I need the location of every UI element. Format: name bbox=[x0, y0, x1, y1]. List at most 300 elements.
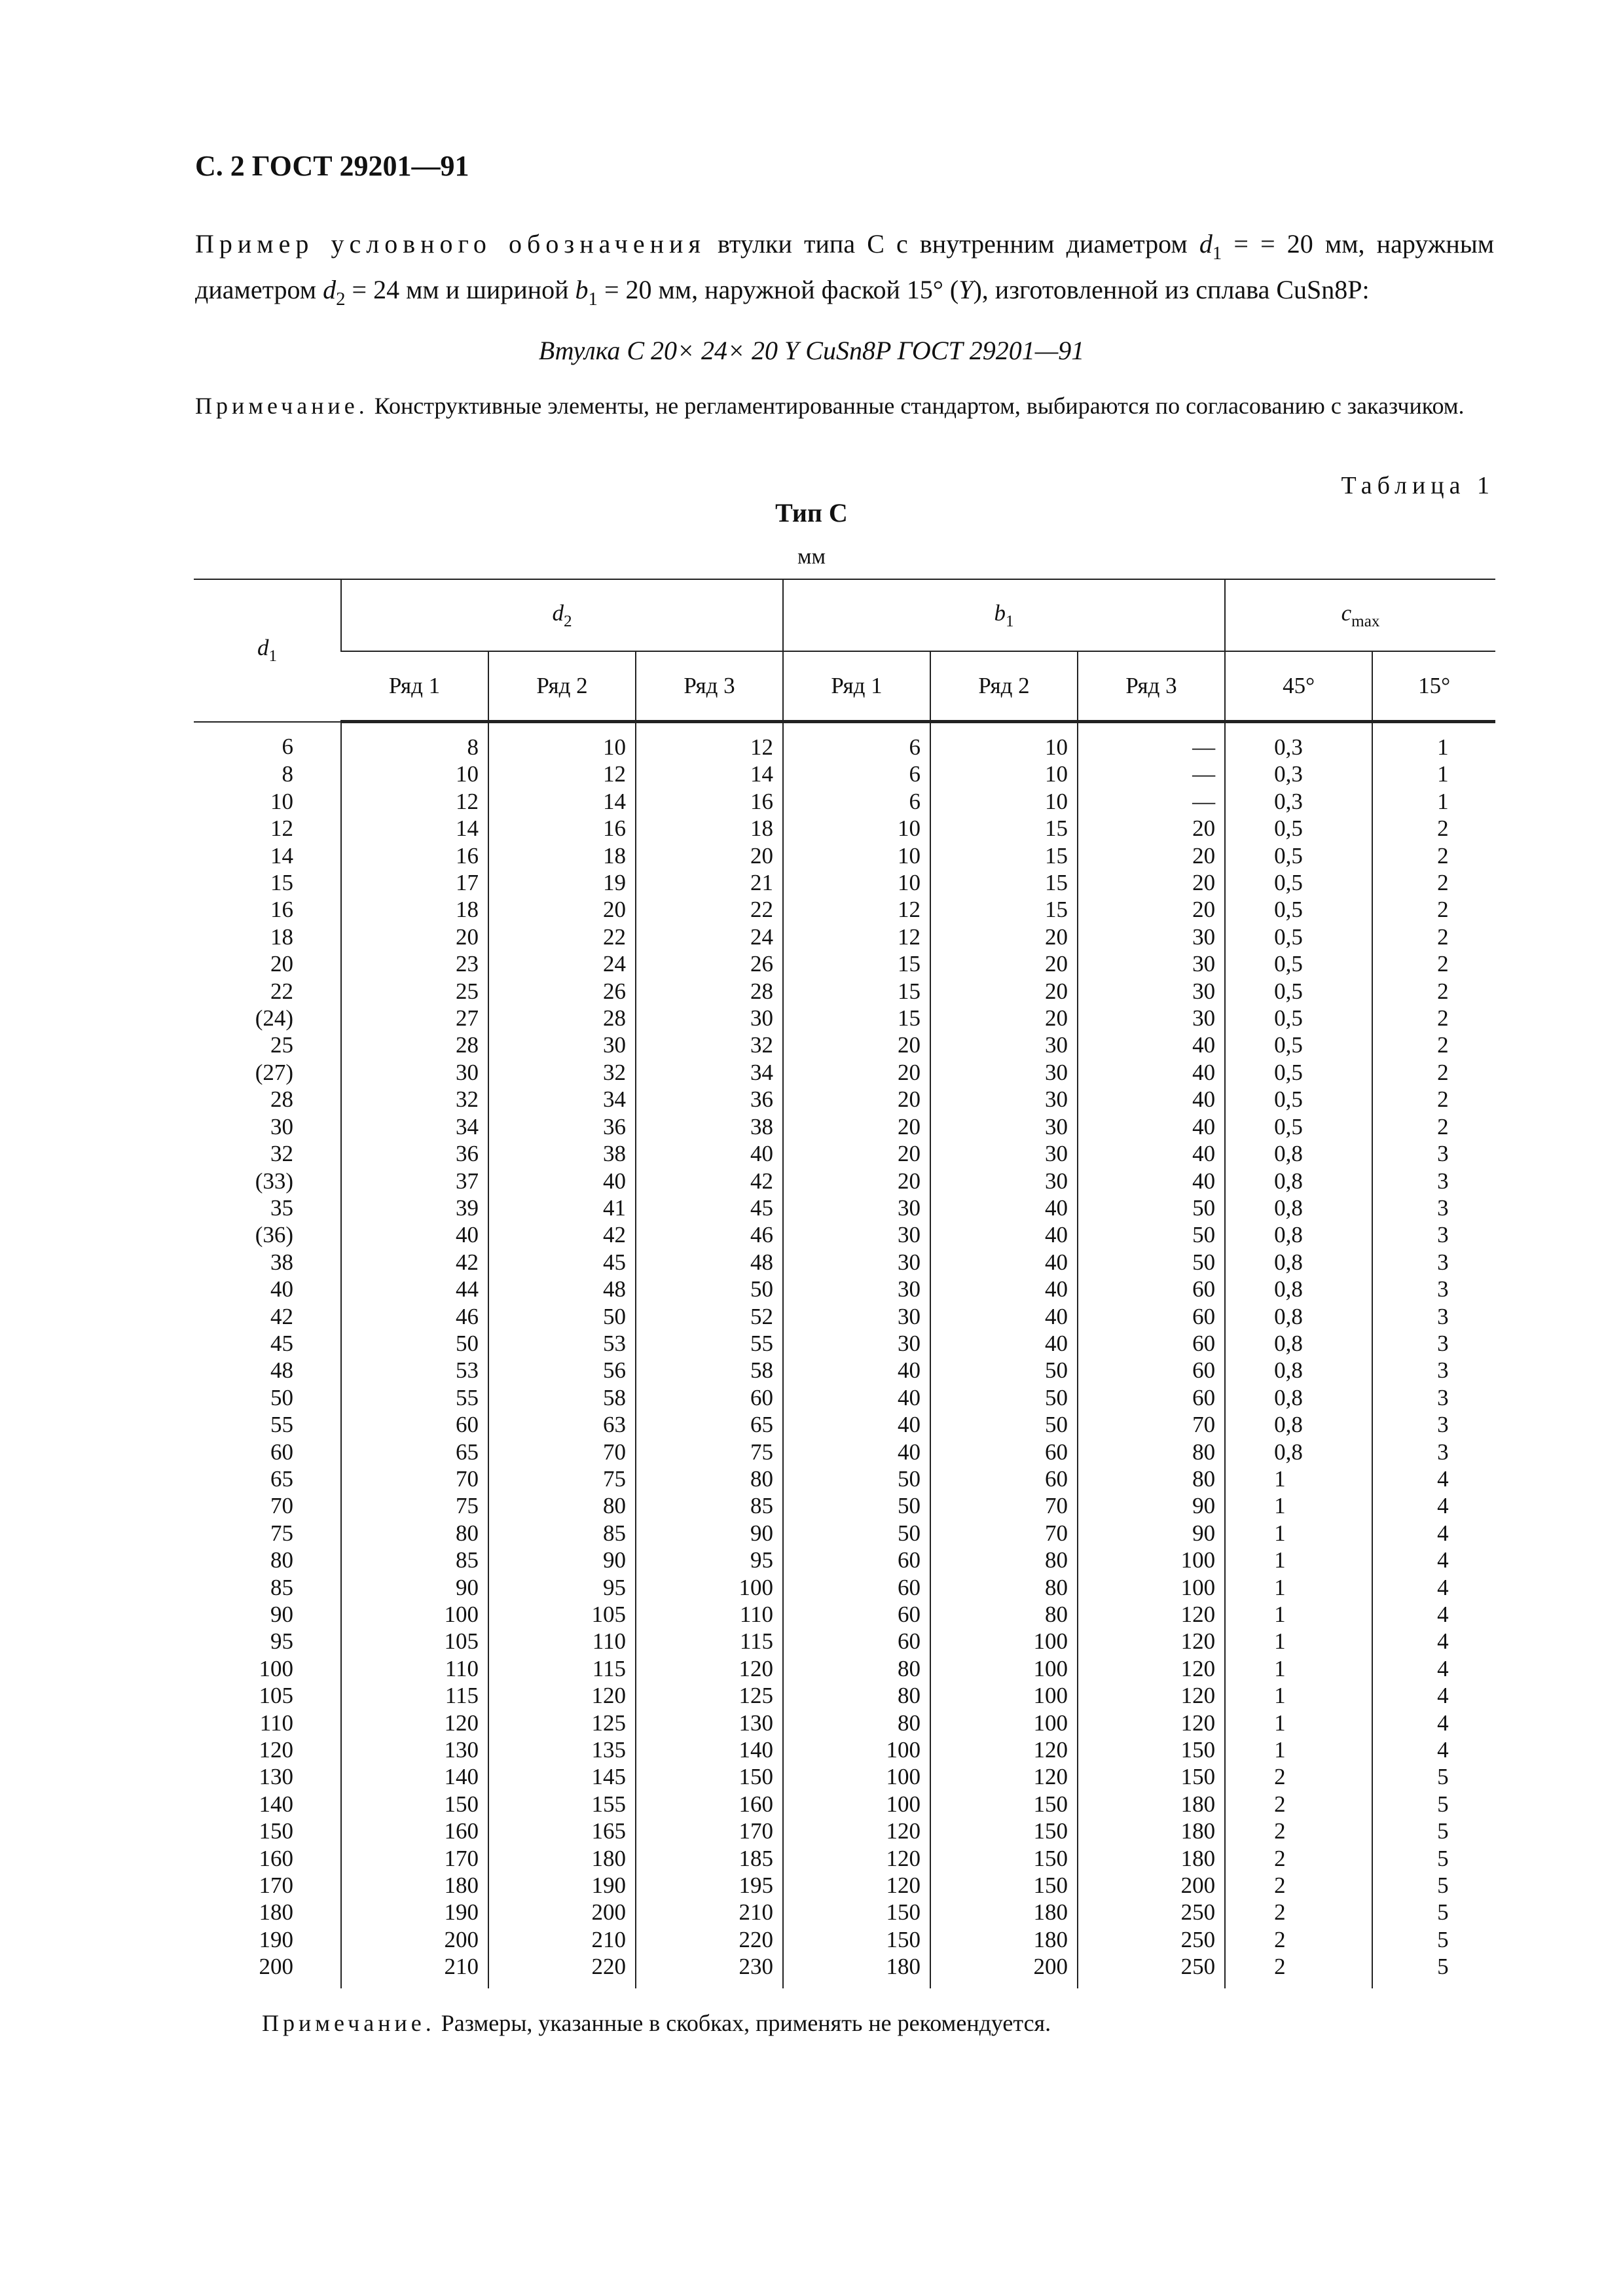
table-cell: 0,3 bbox=[1225, 788, 1372, 815]
table-cell: 2 bbox=[1225, 1818, 1372, 1844]
table-cell: 46 bbox=[636, 1221, 783, 1248]
table-cell: 20 bbox=[1078, 896, 1225, 923]
table-cell: 80 bbox=[488, 1492, 636, 1519]
table-cell: 50 bbox=[1078, 1249, 1225, 1276]
table-cell: 190 bbox=[488, 1872, 636, 1899]
table-cell: 20 bbox=[1078, 815, 1225, 842]
symbol-d1-sub: 1 bbox=[1212, 243, 1222, 264]
table-cell: (27) bbox=[255, 1059, 293, 1085]
table-row bbox=[194, 1520, 1495, 1547]
table-cell: 0,8 bbox=[1225, 1303, 1372, 1330]
table-cell: 5 bbox=[1372, 1791, 1495, 1818]
table-row bbox=[194, 1547, 1495, 1573]
table-cell: 20 bbox=[636, 842, 783, 869]
table-row bbox=[194, 1357, 1495, 1384]
table-cell: 14 bbox=[636, 761, 783, 787]
table-cell: 20 bbox=[930, 978, 1078, 1005]
table-cell: 16 bbox=[636, 788, 783, 815]
table-row bbox=[194, 1655, 1495, 1682]
table-cell: 75 bbox=[636, 1439, 783, 1465]
table-cell: 115 bbox=[636, 1628, 783, 1655]
table-cell: 170 bbox=[259, 1873, 293, 1899]
table-cell: 55 bbox=[270, 1412, 293, 1438]
table-cell: 125 bbox=[636, 1682, 783, 1709]
table-cell: 4 bbox=[1372, 1682, 1495, 1709]
table-cell: 200 bbox=[488, 1899, 636, 1926]
table-cell: 80 bbox=[341, 1520, 488, 1547]
subheader-cell: Ряд 1 bbox=[783, 651, 930, 722]
table-row bbox=[194, 788, 1495, 815]
table-cell: 1 bbox=[1225, 1547, 1372, 1573]
table-cell: 120 bbox=[783, 1872, 930, 1899]
example-text-2: = = 20 мм, наружным диаметром bbox=[195, 229, 1495, 305]
table-cell: 25 bbox=[341, 978, 488, 1005]
table-cell: 30 bbox=[1078, 950, 1225, 977]
table-cell: 30 bbox=[930, 1031, 1078, 1058]
table-cell: 45 bbox=[270, 1330, 293, 1356]
table-cell: 6 bbox=[282, 734, 293, 760]
table-cell: 4 bbox=[1372, 1465, 1495, 1492]
table-cell: 28 bbox=[270, 1086, 293, 1113]
table-cell: 50 bbox=[930, 1384, 1078, 1411]
table-cell: 0,3 bbox=[1225, 761, 1372, 787]
table-cell: 30 bbox=[783, 1249, 930, 1276]
table-row bbox=[194, 1113, 1495, 1140]
table-cell: 60 bbox=[270, 1439, 293, 1465]
table-cell: 34 bbox=[341, 1113, 488, 1140]
table-cell: 24 bbox=[488, 950, 636, 977]
table-cell: 22 bbox=[270, 978, 293, 1004]
table-cell: 95 bbox=[270, 1628, 293, 1655]
table-cell: 80 bbox=[783, 1710, 930, 1736]
table-cell: 150 bbox=[1078, 1763, 1225, 1790]
note-label: Примечание. bbox=[262, 2010, 435, 2036]
table-cell: 41 bbox=[488, 1194, 636, 1221]
table-cell: 120 bbox=[488, 1682, 636, 1709]
table-row bbox=[194, 924, 1495, 950]
table-cell: 100 bbox=[930, 1628, 1078, 1655]
table-cell: 6 bbox=[783, 761, 930, 787]
subheader-cell: Ряд 1 bbox=[341, 651, 488, 722]
table-cell: 3 bbox=[1372, 1439, 1495, 1465]
table-cell: 3 bbox=[1372, 1194, 1495, 1221]
table-row bbox=[194, 1682, 1495, 1709]
table-cell: 22 bbox=[636, 896, 783, 923]
table-cell: 8 bbox=[282, 761, 293, 787]
table-cell: 20 bbox=[1078, 842, 1225, 869]
table-cell: 32 bbox=[270, 1141, 293, 1167]
table-cell: 3 bbox=[1372, 1411, 1495, 1438]
table-cell: 2 bbox=[1225, 1872, 1372, 1899]
table-row bbox=[194, 1818, 1495, 1844]
table-cell: 32 bbox=[488, 1059, 636, 1086]
table-cell: 30 bbox=[341, 1059, 488, 1086]
table-cell: 0,5 bbox=[1225, 1059, 1372, 1086]
table-cell: 80 bbox=[636, 1465, 783, 1492]
table-cell: 150 bbox=[783, 1926, 930, 1953]
table-cell: 60 bbox=[783, 1628, 930, 1655]
table-cell: 1 bbox=[1225, 1601, 1372, 1628]
symbol-y: Y bbox=[958, 275, 974, 305]
table-cell: 105 bbox=[259, 1683, 293, 1709]
table-cell: 185 bbox=[636, 1845, 783, 1872]
subheader-cell: Ряд 3 bbox=[636, 651, 783, 722]
header-d1: $d_1$ bbox=[194, 579, 341, 722]
table-cell: 0,5 bbox=[1225, 896, 1372, 923]
table-row bbox=[194, 1872, 1495, 1899]
symbol-b1: b bbox=[575, 275, 589, 305]
table-cell: 145 bbox=[488, 1763, 636, 1790]
table-cell: 155 bbox=[488, 1791, 636, 1818]
table-cell: 21 bbox=[636, 869, 783, 896]
table-row bbox=[194, 1059, 1495, 1086]
table-cell: 150 bbox=[259, 1818, 293, 1844]
table-label: Таблица 1 bbox=[1341, 472, 1495, 499]
table-cell: 6 bbox=[783, 788, 930, 815]
table-cell: 110 bbox=[636, 1601, 783, 1628]
table-cell: 210 bbox=[636, 1899, 783, 1926]
table-cell: 1 bbox=[1225, 1465, 1372, 1492]
table-cell: 100 bbox=[930, 1655, 1078, 1682]
example-text-4: = 20 мм, наружной фаской 15° ( bbox=[597, 275, 959, 305]
table-cell: 0,5 bbox=[1225, 1031, 1372, 1058]
subheader-cell: Ряд 2 bbox=[488, 651, 636, 722]
table-cell: 28 bbox=[636, 978, 783, 1005]
table-cell: 50 bbox=[488, 1303, 636, 1330]
table-cell: 38 bbox=[488, 1140, 636, 1167]
table-cell: 4 bbox=[1372, 1547, 1495, 1573]
page-header: С. 2 ГОСТ 29201—91 bbox=[195, 150, 469, 182]
table-cell: 38 bbox=[636, 1113, 783, 1140]
table-cell: 40 bbox=[1078, 1086, 1225, 1113]
table-cell: 180 bbox=[1078, 1818, 1225, 1844]
table-cell: 44 bbox=[341, 1276, 488, 1302]
table-cell: 75 bbox=[488, 1465, 636, 1492]
table-row bbox=[194, 950, 1495, 977]
table-cell: 20 bbox=[783, 1140, 930, 1167]
table-cell: 60 bbox=[1078, 1330, 1225, 1357]
table-cell: 40 bbox=[636, 1140, 783, 1167]
table-cell: 150 bbox=[930, 1872, 1078, 1899]
table-cell: 14 bbox=[341, 815, 488, 842]
table-cell: 0,8 bbox=[1225, 1330, 1372, 1357]
table-cell: 15 bbox=[930, 842, 1078, 869]
table-cell: 100 bbox=[783, 1763, 930, 1790]
table-cell: 180 bbox=[930, 1926, 1078, 1953]
table-cell: 34 bbox=[636, 1059, 783, 1086]
table-cell: 1 bbox=[1225, 1682, 1372, 1709]
table-title: Тип С bbox=[775, 498, 848, 528]
table-cell: 200 bbox=[930, 1953, 1078, 1988]
table-cell: 56 bbox=[488, 1357, 636, 1384]
table-cell: 63 bbox=[488, 1411, 636, 1438]
table-cell: 12 bbox=[783, 924, 930, 950]
table-cell: 14 bbox=[270, 842, 293, 869]
table-cell: 20 bbox=[488, 896, 636, 923]
table-row bbox=[194, 1710, 1495, 1736]
table-row bbox=[194, 1276, 1495, 1302]
table-cell: 100 bbox=[783, 1736, 930, 1763]
table-cell: 2 bbox=[1225, 1763, 1372, 1790]
table-cell: 58 bbox=[488, 1384, 636, 1411]
table-cell: 200 bbox=[259, 1954, 293, 1980]
table-cell: 80 bbox=[783, 1655, 930, 1682]
table-row bbox=[194, 1221, 1495, 1248]
table-cell: 2 bbox=[1372, 1031, 1495, 1058]
table-cell: 2 bbox=[1225, 1845, 1372, 1872]
table-cell: 10 bbox=[270, 788, 293, 814]
table-cell: 35 bbox=[270, 1194, 293, 1221]
table-cell: 2 bbox=[1372, 896, 1495, 923]
table-cell: 150 bbox=[1078, 1736, 1225, 1763]
table-cell: 26 bbox=[488, 978, 636, 1005]
table-cell: 26 bbox=[636, 950, 783, 977]
table-cell: 80 bbox=[930, 1601, 1078, 1628]
table-cell: 50 bbox=[341, 1330, 488, 1357]
table-cell: (24) bbox=[255, 1005, 293, 1031]
table-cell: 90 bbox=[488, 1547, 636, 1573]
table-cell: 95 bbox=[488, 1574, 636, 1601]
table-cell: 12 bbox=[488, 761, 636, 787]
table-row bbox=[194, 1384, 1495, 1411]
table-cell: 115 bbox=[341, 1682, 488, 1709]
table-cell: 60 bbox=[783, 1601, 930, 1628]
table-cell: 120 bbox=[259, 1737, 293, 1763]
table-cell: 100 bbox=[259, 1655, 293, 1681]
table-cell: 40 bbox=[930, 1221, 1078, 1248]
table-cell: 140 bbox=[341, 1763, 488, 1790]
table-cell: 75 bbox=[270, 1520, 293, 1546]
subheader-cell: 15° bbox=[1372, 651, 1495, 722]
table-cell: 4 bbox=[1372, 1492, 1495, 1519]
table-cell: 80 bbox=[783, 1682, 930, 1709]
subheader-cell: Ряд 2 bbox=[930, 651, 1078, 722]
table-cell: — bbox=[1078, 788, 1225, 815]
table-cell: 40 bbox=[783, 1384, 930, 1411]
table-cell: 120 bbox=[1078, 1655, 1225, 1682]
table-cell: 80 bbox=[930, 1547, 1078, 1573]
table-cell: 100 bbox=[1078, 1574, 1225, 1601]
table-cell: 3 bbox=[1372, 1221, 1495, 1248]
table-cell: 15 bbox=[270, 870, 293, 896]
table-cell: 40 bbox=[1078, 1113, 1225, 1140]
table-cell: 30 bbox=[930, 1168, 1078, 1194]
table-cell: 210 bbox=[488, 1926, 636, 1953]
table-cell: 230 bbox=[636, 1953, 783, 1988]
table-cell: 70 bbox=[930, 1492, 1078, 1519]
table-cell: 46 bbox=[341, 1303, 488, 1330]
table-cell: 0,5 bbox=[1225, 815, 1372, 842]
table-cell: 34 bbox=[488, 1086, 636, 1113]
table-cell: 115 bbox=[488, 1655, 636, 1682]
table-cell: 2 bbox=[1372, 1005, 1495, 1031]
table-cell: 32 bbox=[341, 1086, 488, 1113]
table-row bbox=[194, 1168, 1495, 1194]
table-cell: 4 bbox=[1372, 1710, 1495, 1736]
table-cell: 2 bbox=[1372, 1086, 1495, 1113]
table-row bbox=[194, 1031, 1495, 1058]
table-row bbox=[194, 1249, 1495, 1276]
table-row bbox=[194, 842, 1495, 869]
table-cell: 5 bbox=[1372, 1899, 1495, 1926]
table-cell: 36 bbox=[341, 1140, 488, 1167]
table-cell: 40 bbox=[930, 1303, 1078, 1330]
table-cell: 25 bbox=[270, 1032, 293, 1058]
table-cell: 100 bbox=[930, 1710, 1078, 1736]
table-cell: 80 bbox=[1078, 1465, 1225, 1492]
table-cell: 120 bbox=[783, 1818, 930, 1844]
table-cell: 10 bbox=[783, 869, 930, 896]
table-cell: 60 bbox=[1078, 1357, 1225, 1384]
table-cell: 30 bbox=[783, 1221, 930, 1248]
table-cell: 50 bbox=[1078, 1194, 1225, 1221]
table-cell: 80 bbox=[270, 1547, 293, 1573]
table-cell: 120 bbox=[930, 1736, 1078, 1763]
table-cell: 120 bbox=[1078, 1628, 1225, 1655]
table-row bbox=[194, 869, 1495, 896]
table-cell: 40 bbox=[270, 1276, 293, 1302]
table-cell: 60 bbox=[1078, 1276, 1225, 1302]
table-cell: 85 bbox=[488, 1520, 636, 1547]
table-cell: 180 bbox=[930, 1899, 1078, 1926]
table-cell: 3 bbox=[1372, 1168, 1495, 1194]
table-cell: 0,8 bbox=[1225, 1276, 1372, 1302]
table-cell: 85 bbox=[341, 1547, 488, 1573]
table-cell: 18 bbox=[270, 924, 293, 950]
table-cell: 150 bbox=[636, 1763, 783, 1790]
table-cell: 40 bbox=[1078, 1168, 1225, 1194]
table-cell: 30 bbox=[783, 1276, 930, 1302]
table-cell: 60 bbox=[930, 1465, 1078, 1492]
table-row bbox=[194, 722, 1495, 761]
table-cell: 40 bbox=[930, 1330, 1078, 1357]
table-cell: 1 bbox=[1225, 1710, 1372, 1736]
table-cell: 48 bbox=[488, 1276, 636, 1302]
table-cell: 30 bbox=[1078, 1005, 1225, 1031]
table-cell: 20 bbox=[341, 924, 488, 950]
table-cell: 100 bbox=[636, 1574, 783, 1601]
table-cell: (36) bbox=[255, 1222, 293, 1248]
table-cell: 10 bbox=[930, 722, 1078, 761]
table-cell: 50 bbox=[930, 1411, 1078, 1438]
table-cell: 90 bbox=[1078, 1492, 1225, 1519]
table-cell: 180 bbox=[341, 1872, 488, 1899]
note-brackets bbox=[262, 2009, 1051, 2037]
table-cell: 0,8 bbox=[1225, 1194, 1372, 1221]
table-row bbox=[194, 761, 1495, 787]
table-cell: 50 bbox=[783, 1492, 930, 1519]
table-cell: 60 bbox=[341, 1411, 488, 1438]
table-cell: 36 bbox=[636, 1086, 783, 1113]
table-cell: 150 bbox=[930, 1845, 1078, 1872]
table-cell: 42 bbox=[341, 1249, 488, 1276]
table-cell: 15 bbox=[783, 950, 930, 977]
table-cell: 140 bbox=[636, 1736, 783, 1763]
table-cell: 120 bbox=[1078, 1682, 1225, 1709]
table-cell: 16 bbox=[341, 842, 488, 869]
table-cell: 48 bbox=[270, 1357, 293, 1384]
table-cell: 180 bbox=[1078, 1845, 1225, 1872]
table-cell: 22 bbox=[488, 924, 636, 950]
table-cell: 4 bbox=[1372, 1601, 1495, 1628]
table-cell: 70 bbox=[488, 1439, 636, 1465]
table-cell: 4 bbox=[1372, 1655, 1495, 1682]
table-cell: 120 bbox=[930, 1763, 1078, 1790]
table-cell: 30 bbox=[783, 1330, 930, 1357]
table-cell: 5 bbox=[1372, 1845, 1495, 1872]
table-row bbox=[194, 1763, 1495, 1790]
table-cell: 40 bbox=[930, 1276, 1078, 1302]
table-cell: 17 bbox=[341, 869, 488, 896]
table-cell: 18 bbox=[488, 842, 636, 869]
designation-formula: Втулка С 20× 24× 20 Y CuSn8P ГОСТ 29201—91 bbox=[538, 336, 1085, 365]
example-lead: Пример условного обозначения bbox=[195, 229, 706, 259]
table-cell: 36 bbox=[488, 1113, 636, 1140]
table-cell: 42 bbox=[636, 1168, 783, 1194]
symbol-d2: d bbox=[323, 275, 337, 305]
table-cell: 70 bbox=[341, 1465, 488, 1492]
table-cell: 12 bbox=[341, 788, 488, 815]
table-cell: 210 bbox=[341, 1953, 488, 1988]
table-cell: 40 bbox=[783, 1357, 930, 1384]
table-cell: 3 bbox=[1372, 1140, 1495, 1167]
table-cell: 28 bbox=[341, 1031, 488, 1058]
example-text-1: втулки типа С с внутренним диаметром bbox=[705, 229, 1199, 259]
table-cell: 12 bbox=[783, 896, 930, 923]
table-cell: 20 bbox=[783, 1059, 930, 1086]
table-cell: 135 bbox=[488, 1736, 636, 1763]
table-cell: 2 bbox=[1372, 869, 1495, 896]
table-cell: 39 bbox=[341, 1194, 488, 1221]
table-cell: 150 bbox=[930, 1791, 1078, 1818]
table-cell: 60 bbox=[930, 1439, 1078, 1465]
table-cell: 4 bbox=[1372, 1520, 1495, 1547]
table-cell: 1 bbox=[1225, 1628, 1372, 1655]
table-cell: 1 bbox=[1372, 722, 1495, 761]
table-cell: 40 bbox=[783, 1411, 930, 1438]
table-cell: 20 bbox=[930, 1005, 1078, 1031]
table-cell: 20 bbox=[783, 1031, 930, 1058]
table-cell: 180 bbox=[259, 1899, 293, 1926]
table-cell: 170 bbox=[636, 1818, 783, 1844]
table-cell: 0,5 bbox=[1225, 950, 1372, 977]
table-cell: 4 bbox=[1372, 1736, 1495, 1763]
table-cell: 30 bbox=[930, 1059, 1078, 1086]
table-cell: 1 bbox=[1372, 761, 1495, 787]
table-row bbox=[194, 1194, 1495, 1221]
table-cell: 1 bbox=[1225, 1492, 1372, 1519]
table-cell: 130 bbox=[259, 1764, 293, 1790]
table-row bbox=[194, 1601, 1495, 1628]
subheader-cell: Ряд 3 bbox=[1078, 651, 1225, 722]
table-row bbox=[194, 1439, 1495, 1465]
table-cell: 6 bbox=[783, 722, 930, 761]
table-cell: 0,8 bbox=[1225, 1221, 1372, 1248]
table-row bbox=[194, 1465, 1495, 1492]
table-cell: 42 bbox=[488, 1221, 636, 1248]
designation-example-paragraph bbox=[195, 226, 1494, 317]
table-cell: 2 bbox=[1372, 950, 1495, 977]
table-body bbox=[194, 722, 1495, 1988]
table-cell: 10 bbox=[341, 761, 488, 787]
table-cell: 110 bbox=[259, 1710, 293, 1736]
table-cell: 0,5 bbox=[1225, 1113, 1372, 1140]
table-row bbox=[194, 1330, 1495, 1357]
table-cell: 0,5 bbox=[1225, 842, 1372, 869]
table-cell: 2 bbox=[1225, 1953, 1372, 1988]
table-cell: 70 bbox=[1078, 1411, 1225, 1438]
table-cell: 190 bbox=[259, 1926, 293, 1952]
